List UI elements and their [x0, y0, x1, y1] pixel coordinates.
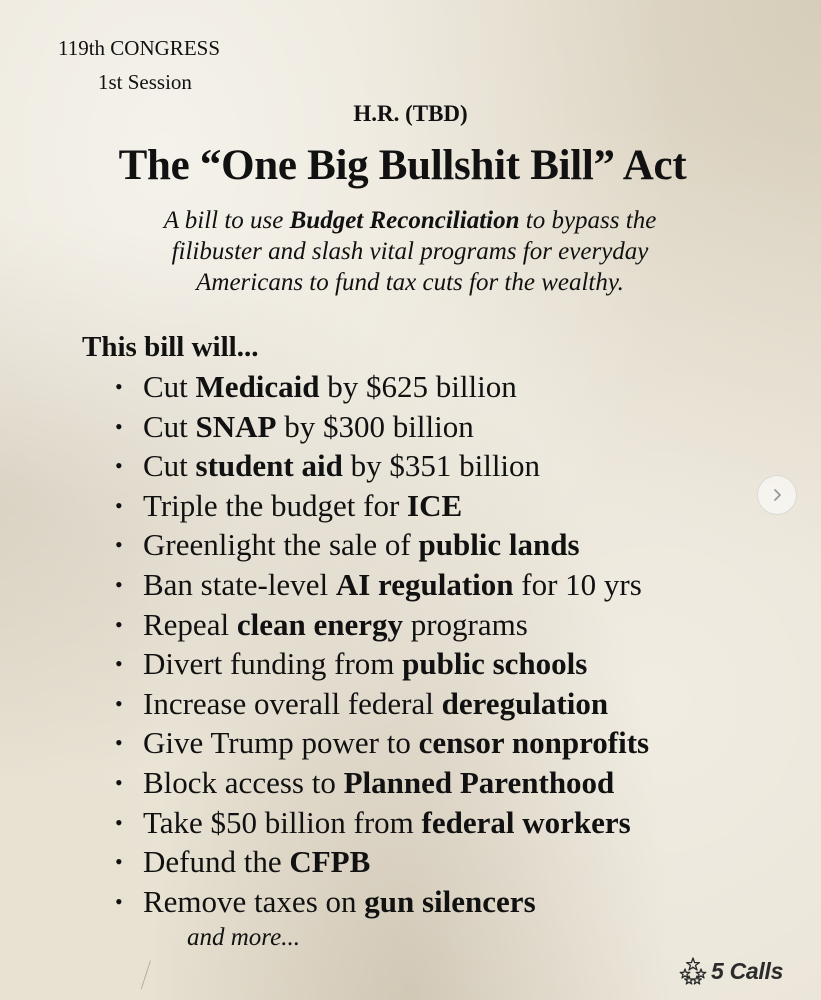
stars-logo-icon [677, 955, 709, 987]
purpose-emphasis: Budget Reconciliation [289, 207, 520, 234]
bullet-icon: • [115, 651, 123, 677]
list-item: • Cut Medicaid by $625 billion [115, 367, 649, 407]
list-item: • Increase overall federal deregulation [115, 684, 649, 724]
list-item: • Repeal clean energy programs [115, 605, 649, 645]
brand-name: 5 Calls [711, 957, 784, 984]
list-item: • Take $50 billion from federal workers [115, 803, 649, 843]
and-more-note: and more... [187, 924, 300, 951]
list-item: • Cut SNAP by $300 billion [115, 407, 649, 447]
list-item: • Divert funding from public schools [115, 644, 649, 684]
chevron-right-icon [769, 487, 785, 503]
list-item: • Greenlight the sale of public lands [115, 525, 649, 565]
list-item: • Give Trump power to censor nonprofits [115, 723, 649, 763]
bullet-icon: • [115, 730, 123, 756]
bullet-icon: • [115, 453, 123, 479]
bullet-icon: • [115, 492, 123, 518]
list-item: • Cut student aid by $351 billion [115, 446, 649, 486]
bullet-icon: • [115, 532, 123, 558]
bullet-icon: • [115, 769, 123, 795]
bill-purpose [100, 205, 720, 298]
congress-label: 119th CONGRESS [58, 36, 221, 60]
purpose-line-1: A bill to use Budget Reconciliation to bypass the [163, 207, 657, 234]
bullet-icon: • [115, 374, 123, 399]
list-item: • Defund the CFPB [115, 842, 649, 882]
bullet-icon: • [115, 413, 123, 439]
list-heading: This bill will... [82, 331, 259, 363]
list-item: • Triple the budget for ICE [115, 486, 649, 526]
bullet-icon: • [115, 571, 123, 597]
purpose-line-3: Americans to fund tax cuts for the wealthy. [196, 269, 624, 296]
bill-number: H.R. (TBD) [353, 101, 468, 126]
session-label: 1st Session [98, 70, 192, 94]
bullet-icon: • [115, 611, 123, 637]
provisions-list [115, 367, 649, 921]
list-item: • Ban state-level AI regulation for 10 yrs [115, 565, 649, 605]
list-item: • Block access to Planned Parenthood [115, 763, 649, 803]
bullet-icon: • [115, 690, 123, 716]
paper-scratch-mark [141, 960, 165, 993]
list-item: • Remove taxes on gun silencers [115, 882, 649, 922]
brand-watermark [677, 954, 783, 988]
bullet-icon: • [115, 849, 123, 875]
bullet-icon: • [115, 809, 123, 835]
bill-title: The “One Big Bullshit Bill” Act [118, 142, 687, 189]
purpose-line-2: filibuster and slash vital programs for everyday [171, 238, 649, 265]
next-slide-button[interactable] [757, 475, 797, 515]
bullet-icon: • [115, 888, 123, 914]
